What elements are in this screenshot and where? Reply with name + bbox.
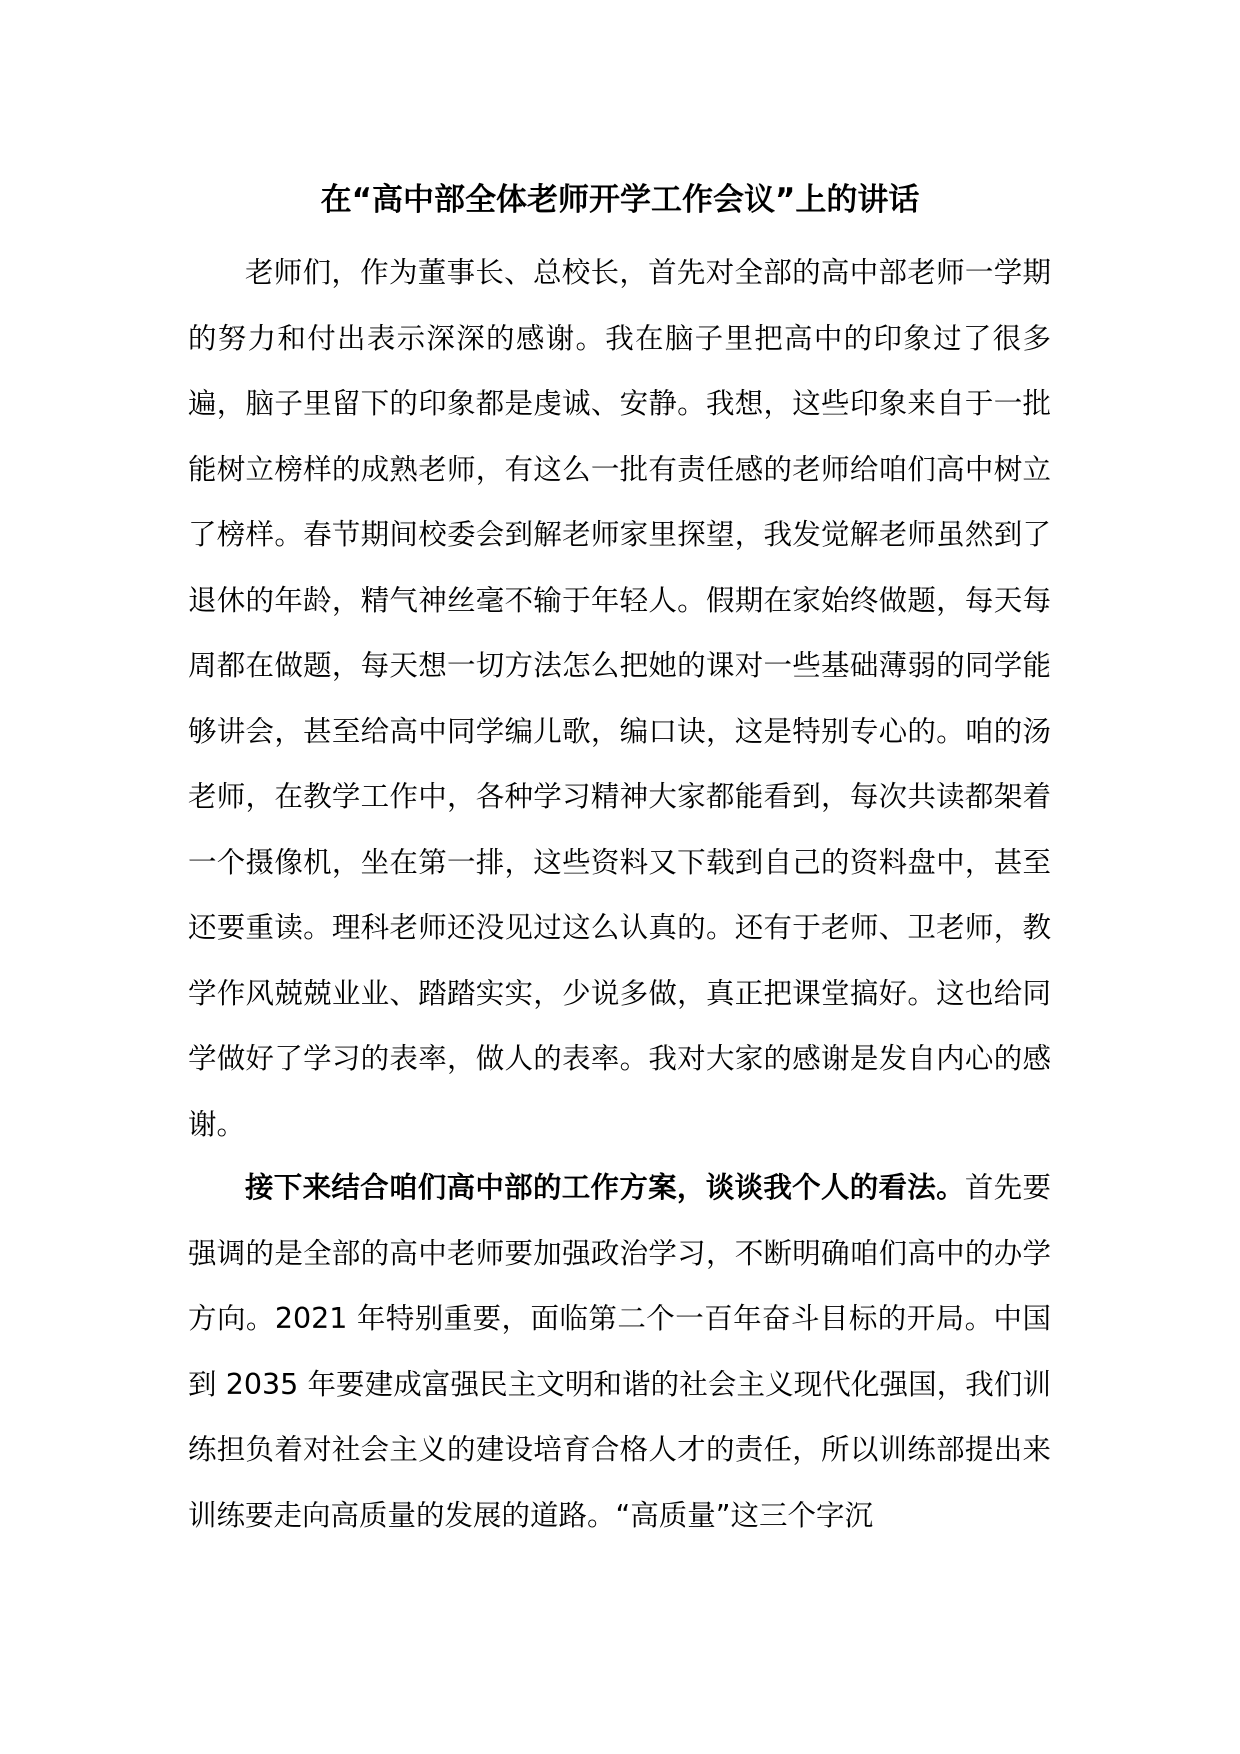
paragraph <box>188 1155 1051 1548</box>
paragraph <box>188 240 1051 1157</box>
document-title: 在“高中部全体老师开学工作会议”上的讲话 <box>320 182 920 218</box>
paragraph-lead-bold: 接下来结合咱们高中部的工作方案，谈谈我个人的看法。 <box>245 1171 965 1204</box>
paragraph-text: 老师们，作为董事长、总校长，首先对全部的高中部老师一学期的努力和付出表示深深的感谢。我在脑子里把高中的印象过了很多遍，脑子里留下的印象都是虔诚、安静。我想，这些印象来自于一批能树立榜样的成熟老师，有这么一批有责任感的老师给咱们高中树立了榜样。春节期间校委会到解老师家里探望，我发觉解老师虽然到了退休的年龄，精气神丝毫不输于年轻人。假期在家始终做题，每天每周都在做题，每天想一切方法怎么把她的课对一些基础薄弱的同学能够讲会，甚至给高中同学编儿歌，编口诀，这是特别专心的。咱的汤老师，在教学工作中，各种学习精神大家都能看到，每次共读都架着一个摄像机，坐在第一排，这些资料又下载到自己的资料盘中，甚至还要重读。理科老师还没见过这么认真的。还有于老师、卫老师，教学作风兢兢业业、踏踏实实，少说多做，真正把课堂搞好。这也给同学做好了学习的表率，做人的表率。我对大家的感谢是发自内心的感谢。 <box>188 256 1051 1141</box>
paragraph-text: 首先要强调的是全部的高中老师要加强政治学习，不断明确咱们高中的办学方向。2021 年特别重要，面临第二个一百年奋斗目标的开局。中国到 2035 年要建成富强民主文明和谐的社会主义现代化强国，我们训练担负着对社会主义的建设培育合格人才的责任，所以训练部提出来训练要走向高质量的发展的道路。“高质量”这三个字沉 <box>188 1171 1051 1532</box>
